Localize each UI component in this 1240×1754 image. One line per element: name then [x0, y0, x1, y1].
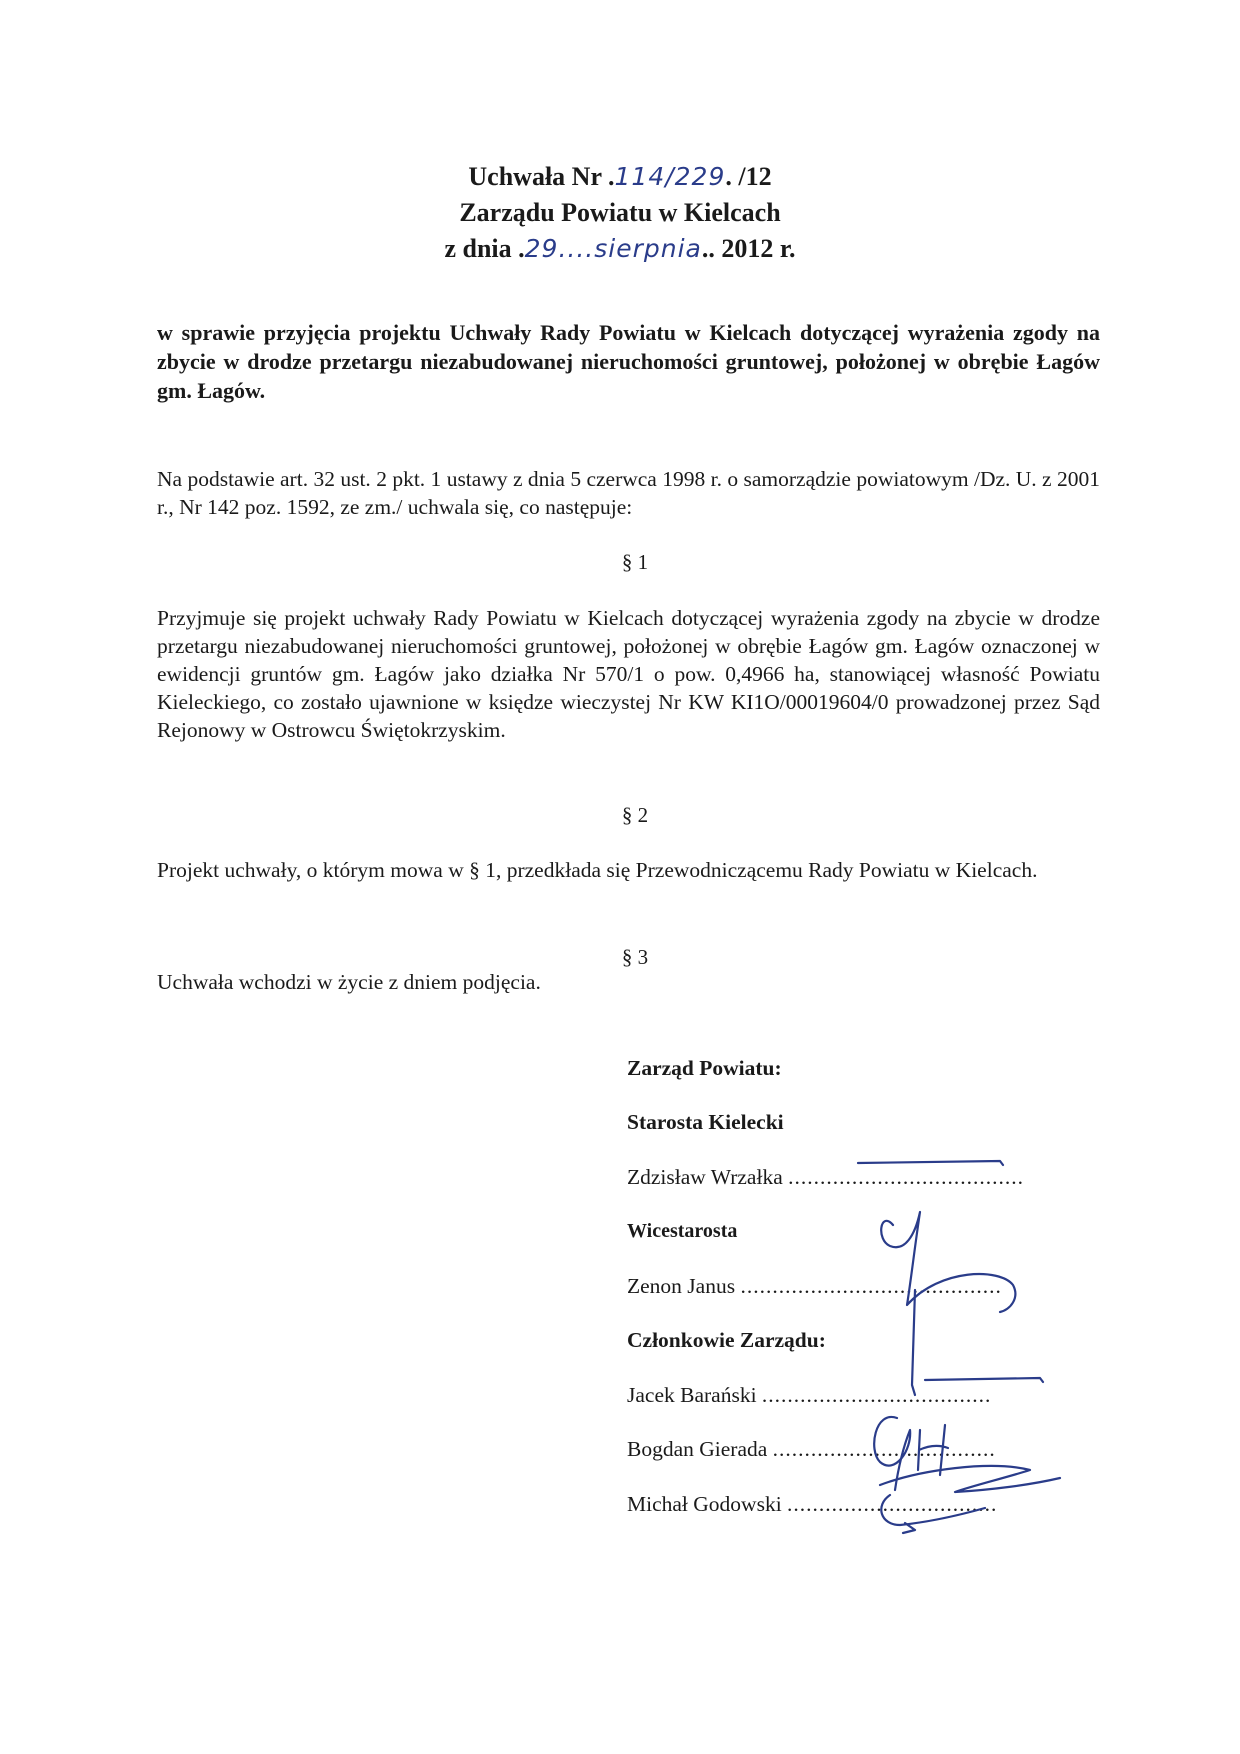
members-title: Członkowie Zarządu: [627, 1328, 826, 1352]
member-name: Michał Godowski [627, 1492, 782, 1516]
section-1-text: Przyjmuje się projekt uchwały Rady Powiatu w Kielcach dotyczącej wyrażenia zgody na zbycie w drodze przetargu niezabudowanej nieruchomości gruntowej, położonej w obrębie Łagów gm. Łagów oznaczonej w ewidencji gruntów gm. Łagów jako działka Nr 570/1 o pow. 0,4966 ha, stanowiącej własność Powiatu Kieleckiego, co zostało ujawnione w księdze wieczystej Nr KW KI1O/00019604/0 prowadzonej przez Sąd Rejonowy w Ostrowcu Świętokrzyskim. [157, 606, 1100, 742]
section-2-mark: § 2 [621, 803, 649, 827]
signature-dots: ......................................... [740, 1274, 1002, 1298]
member-signature-line [627, 1383, 991, 1408]
wicestarosta-signature-line [627, 1274, 1002, 1299]
member-vertical-stroke [912, 1290, 915, 1395]
title-prefix: Uchwała Nr . [468, 162, 615, 191]
section-1-mark: § 1 [621, 550, 649, 574]
member-signature-tail [903, 1523, 915, 1533]
member-name: Jacek Barański [627, 1383, 757, 1407]
signature-dots: ..................................... [788, 1165, 1024, 1189]
board-heading: Zarząd Powiatu: [627, 1056, 782, 1080]
resolution-title [0, 160, 1240, 194]
section-2-text: Projekt uchwały, o którym mowa w § 1, przedkłada się Przewodniczącemu Rady Powiatu w Kielcach. [157, 858, 1038, 882]
member-signature-line [627, 1437, 996, 1462]
date-prefix: z dnia . [444, 234, 525, 263]
signature-dots: ................................. [787, 1492, 998, 1516]
starosta-name: Zdzisław Wrzałka [627, 1165, 783, 1189]
member-signature-flourish [880, 1466, 1060, 1492]
resolution-subject: w sprawie przyjęcia projektu Uchwały Rady Powiatu w Kielcach dotyczącej wyrażenia zgody na zbycie w drodze przetargu niezabudowanej nieruchomości gruntowej, położonej w obrębie Łagów gm. Łagów. [157, 320, 1100, 403]
starosta-title: Starosta Kielecki [627, 1110, 784, 1134]
wicestarosta-title: Wicestarosta [627, 1220, 738, 1242]
section-3-mark: § 3 [621, 945, 649, 969]
member-underline-stroke [925, 1378, 1043, 1382]
title-suffix: . /12 [725, 162, 772, 191]
legal-basis-paragraph: Na podstawie art. 32 ust. 2 pkt. 1 ustawy z dnia 5 czerwca 1998 r. o samorządzie powiatowym /Dz. U. z 2001 r., Nr 142 poz. 1592, ze zm./ uchwala się, co następuje: [157, 467, 1100, 519]
resolution-date [0, 232, 1240, 266]
member-signature-line [627, 1492, 997, 1517]
starosta-signature-line [627, 1165, 1024, 1190]
handwritten-date: 29....sierpnia [524, 234, 702, 263]
resolution-issuer: Zarządu Powiatu w Kielcach [459, 198, 781, 227]
section-3-text: Uchwała wchodzi w życie z dniem podjęcia. [157, 970, 541, 994]
wicestarosta-name: Zenon Janus [627, 1274, 736, 1298]
member-name: Bogdan Gierada [627, 1437, 768, 1461]
handwritten-resolution-number: 114/229 [614, 162, 726, 191]
signature-dots: .................................... [761, 1383, 992, 1407]
signature-dots: ................................... [772, 1437, 996, 1461]
date-suffix: .. 2012 r. [701, 234, 796, 263]
